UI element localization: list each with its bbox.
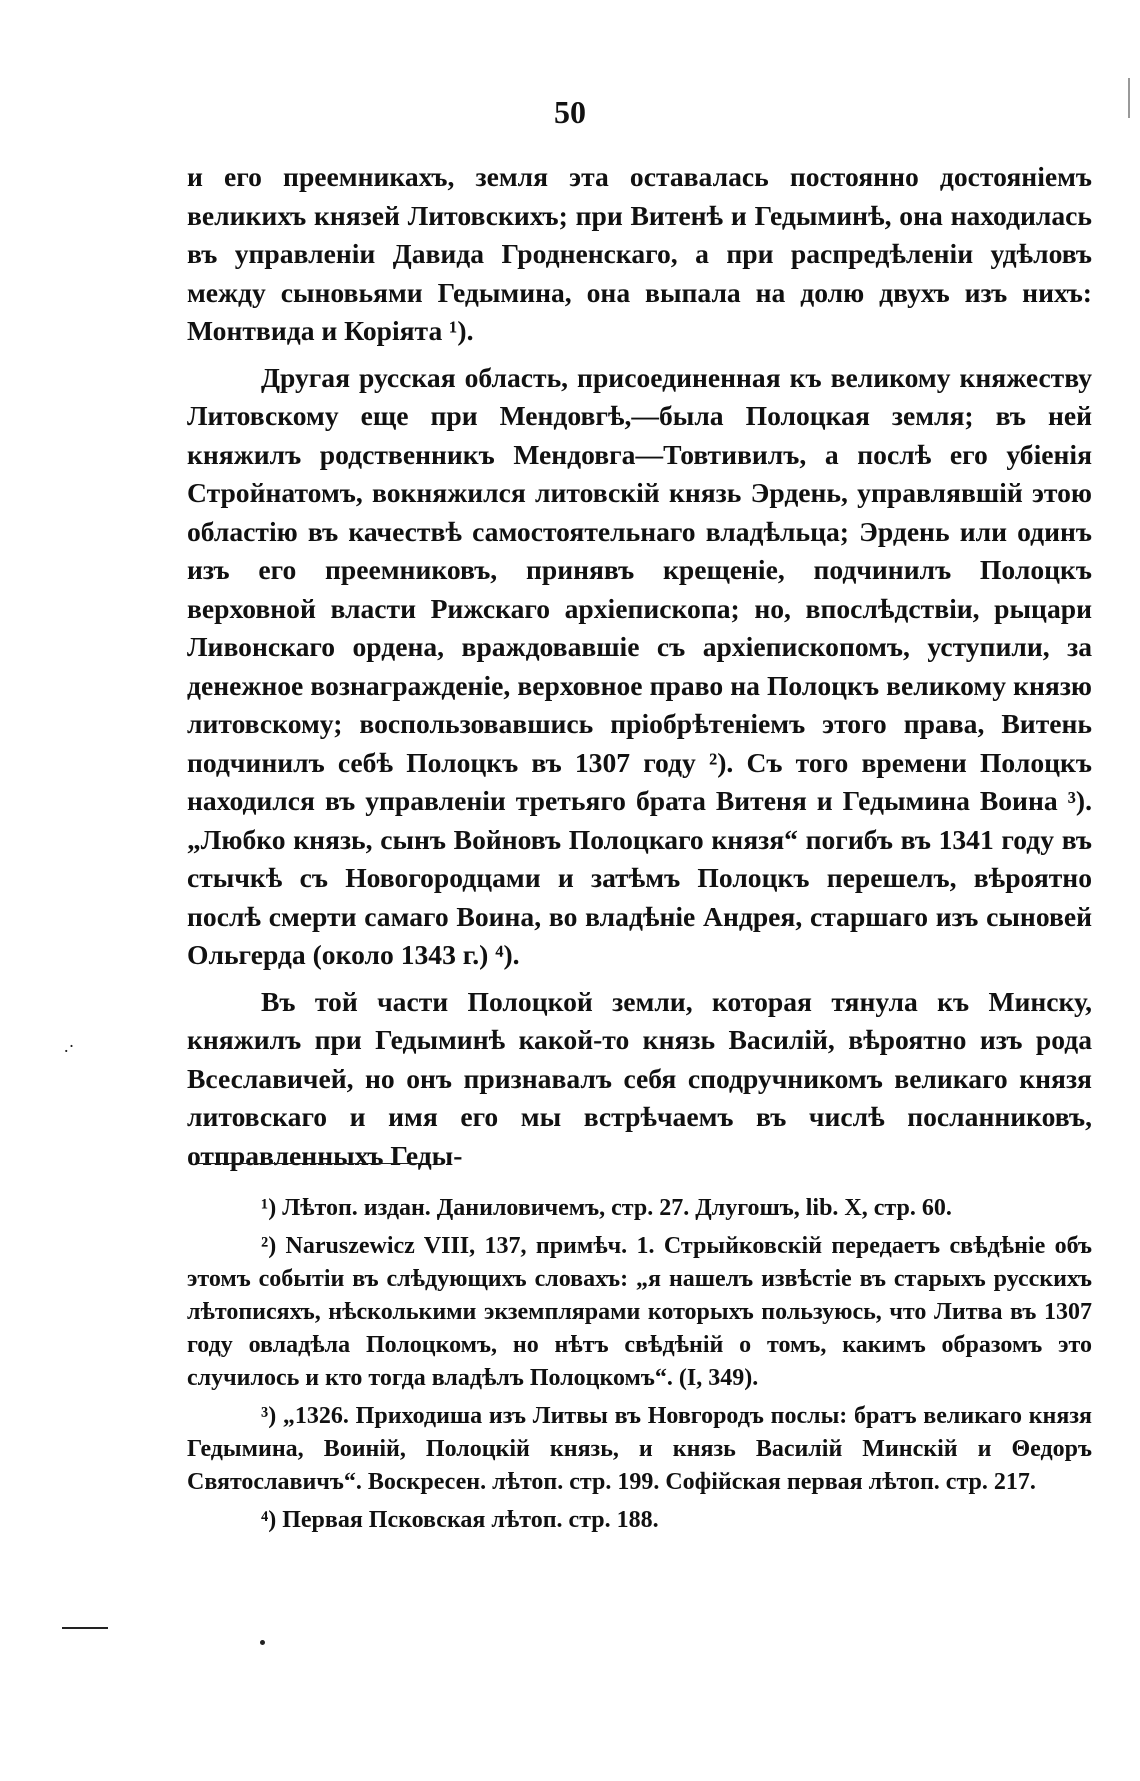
footnote-2: ²) Naruszewicz VIII, 137, примѣч. 1. Стрыйковскій передаетъ свѣдѣніе объ этомъ событіи въ слѣдующихъ словахъ: „я нашелъ извѣстіе въ старыхъ русскихъ лѣтописяхъ, нѣсколькими экземплярами которыхъ пользуюсь, что Литва въ 1307 году овладѣла Полоцкомъ, но нѣтъ свѣдѣній о томъ, какимъ образомъ это случилось и кто тогда владѣлъ Полоцкомъ“. (I, 349). xyxy=(187,1233,1092,1391)
footnote-3: ³) „1326. Приходиша изъ Литвы въ Новгородъ послы: братъ великаго князя Гедымина, Воиній, Полоцкій князь, и князь Василій Минскій и Θедоръ Святославичъ“. Воскресен. лѣтоп. стр. 199. Софійская первая лѣтоп. стр. 217. xyxy=(187,1403,1092,1495)
scan-speck: .· xyxy=(64,1036,75,1056)
paragraph-1: и его преемникахъ, земля эта оставалась постоянно достояніемъ великихъ князей Литовскихъ; при Витенѣ и Гедыминѣ, она находилась въ управленіи Давида Гродненскаго, а при распредѣленіи удѣловъ между сыновьями Гедымина, она выпала на долю двухъ изъ нихъ: Монтвида и Корiята ¹). xyxy=(187,161,1092,346)
scan-smudge xyxy=(62,1627,108,1629)
scan-dot xyxy=(260,1640,265,1645)
footnote-4: ⁴) Первая Псковская лѣтоп. стр. 188. xyxy=(261,1507,659,1533)
paragraph-2: Другая русская область, присоединенная къ великому княжеству Литовскому еще при Мендовгѣ,—была Полоцкая земля; въ ней княжилъ родственникъ Мендовга—Товтивилъ, а послѣ его убіенія Стройнатомъ, вокняжился литовскій князь Эрдень, управлявшій этою областію въ качествѣ самостоятельнаго владѣльца; Эрдень или одинъ изъ его преемниковъ, принявъ крещеніе, подчинилъ Полоцкъ верховной власти Рижскаго архіепископа; но, впослѣдствіи, рыцари Ливонскаго ордена, враждовавшіе съ архіепископомъ, уступили, за денежное вознагражденіе, верховное право на Полоцкъ великому князю литовскому; воспользовавшись пріобрѣтеніемъ этого права, Витень подчинилъ себѣ Полоцкъ въ 1307 году ²). Съ того времени Полоцкъ находился въ управленіи третьяго брата Витеня и Гедымина Воина ³). „Любко князь, сынъ Войновъ Полоцкаго князя“ погибъ въ 1341 году въ стычкѣ съ Новогородцами и затѣмъ Полоцкъ перешелъ, вѣроятно послѣ смерти самаго Воина, во владѣніе Андрея, старшаго изъ сыновей Ольгерда (около 1343 г.) ⁴). xyxy=(187,361,1092,970)
page-number: 50 xyxy=(554,94,586,130)
footnote-1: ¹) Лѣтоп. издан. Даниловичемъ, стр. 27. Длугошъ, lib. X, стр. 60. xyxy=(261,1195,952,1221)
footnote-divider xyxy=(198,1163,428,1164)
paragraph-3: Въ той части Полоцкой земли, которая тянула къ Минску, княжилъ при Гедыминѣ какой-то князь Василій, вѣроятно изъ рода Всеславичей, но онъ признавалъ себя сподручникомъ великаго князя литовскаго и имя его мы встрѣчаемъ въ числѣ посланниковъ, отправленныхъ Геды- xyxy=(187,985,1092,1171)
footnotes xyxy=(187,1192,1092,1542)
main-text xyxy=(187,158,1092,1183)
scan-edge-mark xyxy=(1128,78,1130,118)
